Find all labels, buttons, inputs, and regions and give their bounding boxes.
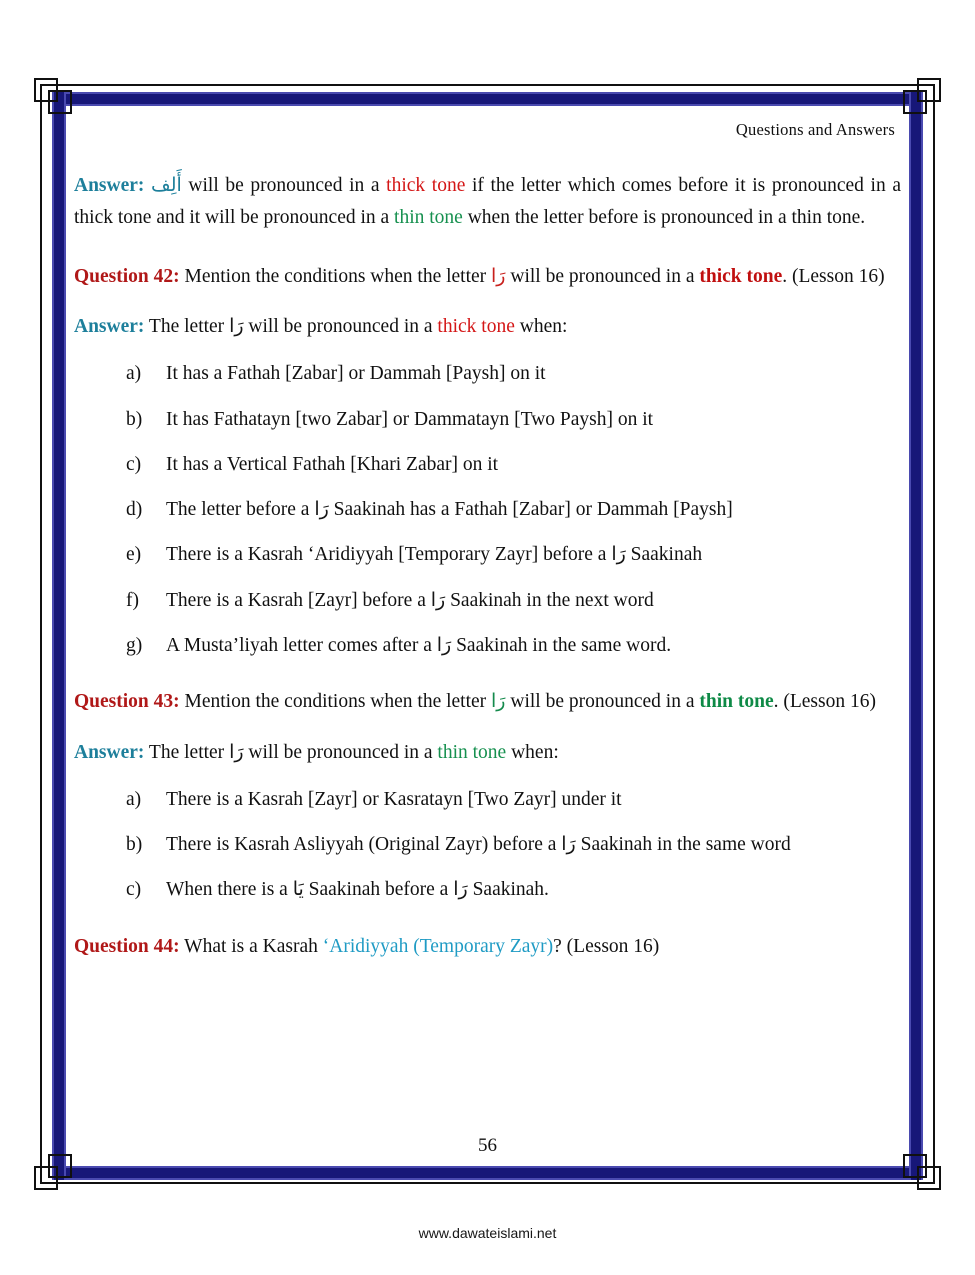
list-item [74, 875, 901, 904]
thick-tone-phrase: thick tone [386, 175, 466, 196]
question-43-text-2: will be pronounced in a [505, 691, 700, 713]
frame-rule-bottom [40, 1182, 935, 1184]
list-marker: b) [126, 408, 143, 430]
answer-42-block [74, 311, 901, 660]
question-44-text-1: What is a Kasrah [179, 935, 323, 957]
answer-43-text-2: will be pronounced in a [243, 741, 438, 763]
question-43-text-1: Mention the conditions when the letter [179, 691, 492, 713]
question-44-paragraph [74, 931, 901, 963]
arabic-ra: رَا [491, 264, 506, 287]
list-item-pre: When there is a [166, 879, 293, 901]
list-marker: b) [126, 834, 143, 856]
list-item-pre: There is Kasrah Asliyyah (Original Zayr) before a [166, 834, 562, 856]
list-item-post: Saakinah has a Fathah [Zabar] or Dammah [Paysh] [328, 499, 733, 521]
knot-square-inner-icon [903, 1154, 927, 1178]
thin-tone-phrase: thin tone [394, 207, 463, 229]
answer-41-paragraph [74, 170, 901, 235]
list-item [74, 830, 901, 859]
question-43-paragraph [74, 686, 901, 718]
list-marker: c) [126, 453, 142, 475]
answer-41-text-1: will be pronounced in a [181, 175, 387, 196]
frame-rule-top [40, 84, 935, 86]
list-item-post: Saakinah in the same word [575, 834, 791, 856]
list-item-pre: There is a Kasrah [Zayr] before a [166, 589, 431, 611]
answer-43-label: Answer: [74, 741, 145, 763]
answer-41-text-3: when the letter before is pronounced in a thin tone. [462, 207, 866, 229]
website-footer: www.dawateislami.net [418, 1225, 557, 1241]
answer-42-paragraph [74, 311, 901, 343]
list-marker: c) [126, 879, 142, 901]
answer-41-text-2: if the letter which comes before it is pronounced in a thick tone and it will be pronounced in a [74, 175, 901, 229]
knot-square-inner-icon [903, 90, 927, 114]
arabic-alif: أَلِف [151, 174, 182, 196]
answer-43-text-1: The letter [144, 741, 230, 763]
list-item-arabic: رَا [436, 633, 452, 656]
list-item [74, 359, 901, 388]
list-item-arabic: رَا [430, 588, 446, 611]
list-item-arabic-ra: رَا [453, 878, 468, 901]
list-item-post: Saakinah before a [303, 879, 454, 901]
list-item-arabic: رَا [611, 543, 626, 566]
list-item-text [166, 785, 901, 814]
list-marker: a) [126, 363, 142, 385]
answer-43-list [74, 785, 901, 905]
question-44-emphasis: ‘Aridiyyah (Temporary Zayr) [322, 935, 554, 957]
list-marker: a) [126, 788, 142, 810]
answer-42-text-3: when: [514, 316, 568, 338]
list-item-text [166, 495, 901, 524]
question-42-text-2: will be pronounced in a [505, 265, 700, 287]
thin-tone-phrase: thin tone [437, 741, 507, 763]
list-item [74, 586, 901, 615]
knot-square-inner-icon [48, 1154, 72, 1178]
list-marker: e) [126, 544, 142, 566]
question-43-label: Question 43: [74, 691, 180, 713]
list-item [74, 785, 901, 814]
answer-43-paragraph [74, 737, 901, 769]
question-42-text-1: Mention the conditions when the letter [179, 265, 492, 287]
arabic-ra: رَا [229, 315, 244, 338]
list-item-text [166, 540, 901, 569]
list-item-text [166, 359, 901, 388]
answer-43-block [74, 737, 901, 905]
list-item-pre: It has a Fathah [Zabar] or Dammah [Paysh] on it [166, 363, 546, 385]
list-item-text [166, 875, 901, 904]
frame-rule-left [40, 84, 42, 1184]
list-item-pre: It has a Vertical Fathah [Khari Zabar] on it [166, 453, 499, 475]
question-43-text-3: . (Lesson 16) [773, 691, 876, 713]
question-44-text-2: ? (Lesson 16) [553, 935, 660, 957]
frame-rule-right [933, 84, 935, 1184]
list-item-arabic: رَا [561, 833, 576, 856]
list-item [74, 495, 901, 524]
question-43-block [74, 686, 901, 718]
arabic-ra: رَا [491, 690, 506, 713]
list-marker: g) [126, 634, 143, 656]
question-42-block [74, 261, 901, 293]
question-44-block [74, 931, 901, 963]
list-item-pre: The letter before a [166, 499, 315, 521]
list-marker: f) [126, 589, 139, 611]
list-item [74, 631, 901, 660]
list-item [74, 450, 901, 479]
list-item-pre: It has Fathatayn [two Zabar] or Dammatayn [Two Paysh] on it [166, 408, 654, 430]
list-item-pre: A Musta’liyah letter comes after a [166, 634, 437, 656]
frame-band-left [52, 92, 66, 1180]
question-42-paragraph [74, 261, 901, 293]
list-item-post: Saakinah [625, 544, 703, 566]
answer-42-list [74, 359, 901, 660]
list-item-arabic: رَا [314, 498, 329, 521]
list-item-text [166, 586, 901, 615]
list-item-pre: There is a Kasrah [Zayr] or Kasratayn [Two Zayr] under it [166, 788, 622, 810]
list-marker: d) [126, 499, 143, 521]
list-item-pre: There is a Kasrah ‘Aridiyyah [Temporary Zayr] before a [166, 544, 612, 566]
frame-band-top [52, 92, 923, 106]
page-number: 56 [478, 1135, 497, 1156]
question-44-label: Question 44: [74, 935, 180, 957]
list-item [74, 405, 901, 434]
thick-tone-phrase: thick tone [437, 316, 515, 338]
question-42-text-3: . (Lesson 16) [782, 265, 885, 287]
knot-square-inner-icon [48, 90, 72, 114]
answer-42-text-1: The letter [144, 316, 230, 338]
frame-band-right [909, 92, 923, 1180]
arabic-ra: رَا [229, 740, 244, 763]
list-item-post: Saakinah in the next word [445, 589, 654, 611]
question-43-emphasis: thin tone [699, 691, 774, 713]
list-item-text [166, 450, 901, 479]
list-item-post: Saakinah in the same word. [451, 634, 672, 656]
list-item-text [166, 405, 901, 434]
list-item-arabic-ya: يَا [292, 878, 304, 901]
list-item-text [166, 631, 901, 660]
question-42-emphasis: thick tone [699, 265, 783, 287]
list-item-text [166, 830, 901, 859]
answer-42-label: Answer: [74, 316, 145, 338]
body-text [74, 170, 901, 963]
page-content [74, 110, 901, 1175]
running-head: Questions and Answers [735, 120, 895, 139]
question-42-label: Question 42: [74, 265, 180, 287]
answer-42-text-2: will be pronounced in a [243, 316, 438, 338]
answer-43-text-3: when: [506, 741, 559, 763]
list-item-post-2: Saakinah. [467, 879, 549, 901]
list-item [74, 540, 901, 569]
answer-label: Answer: [74, 175, 145, 196]
